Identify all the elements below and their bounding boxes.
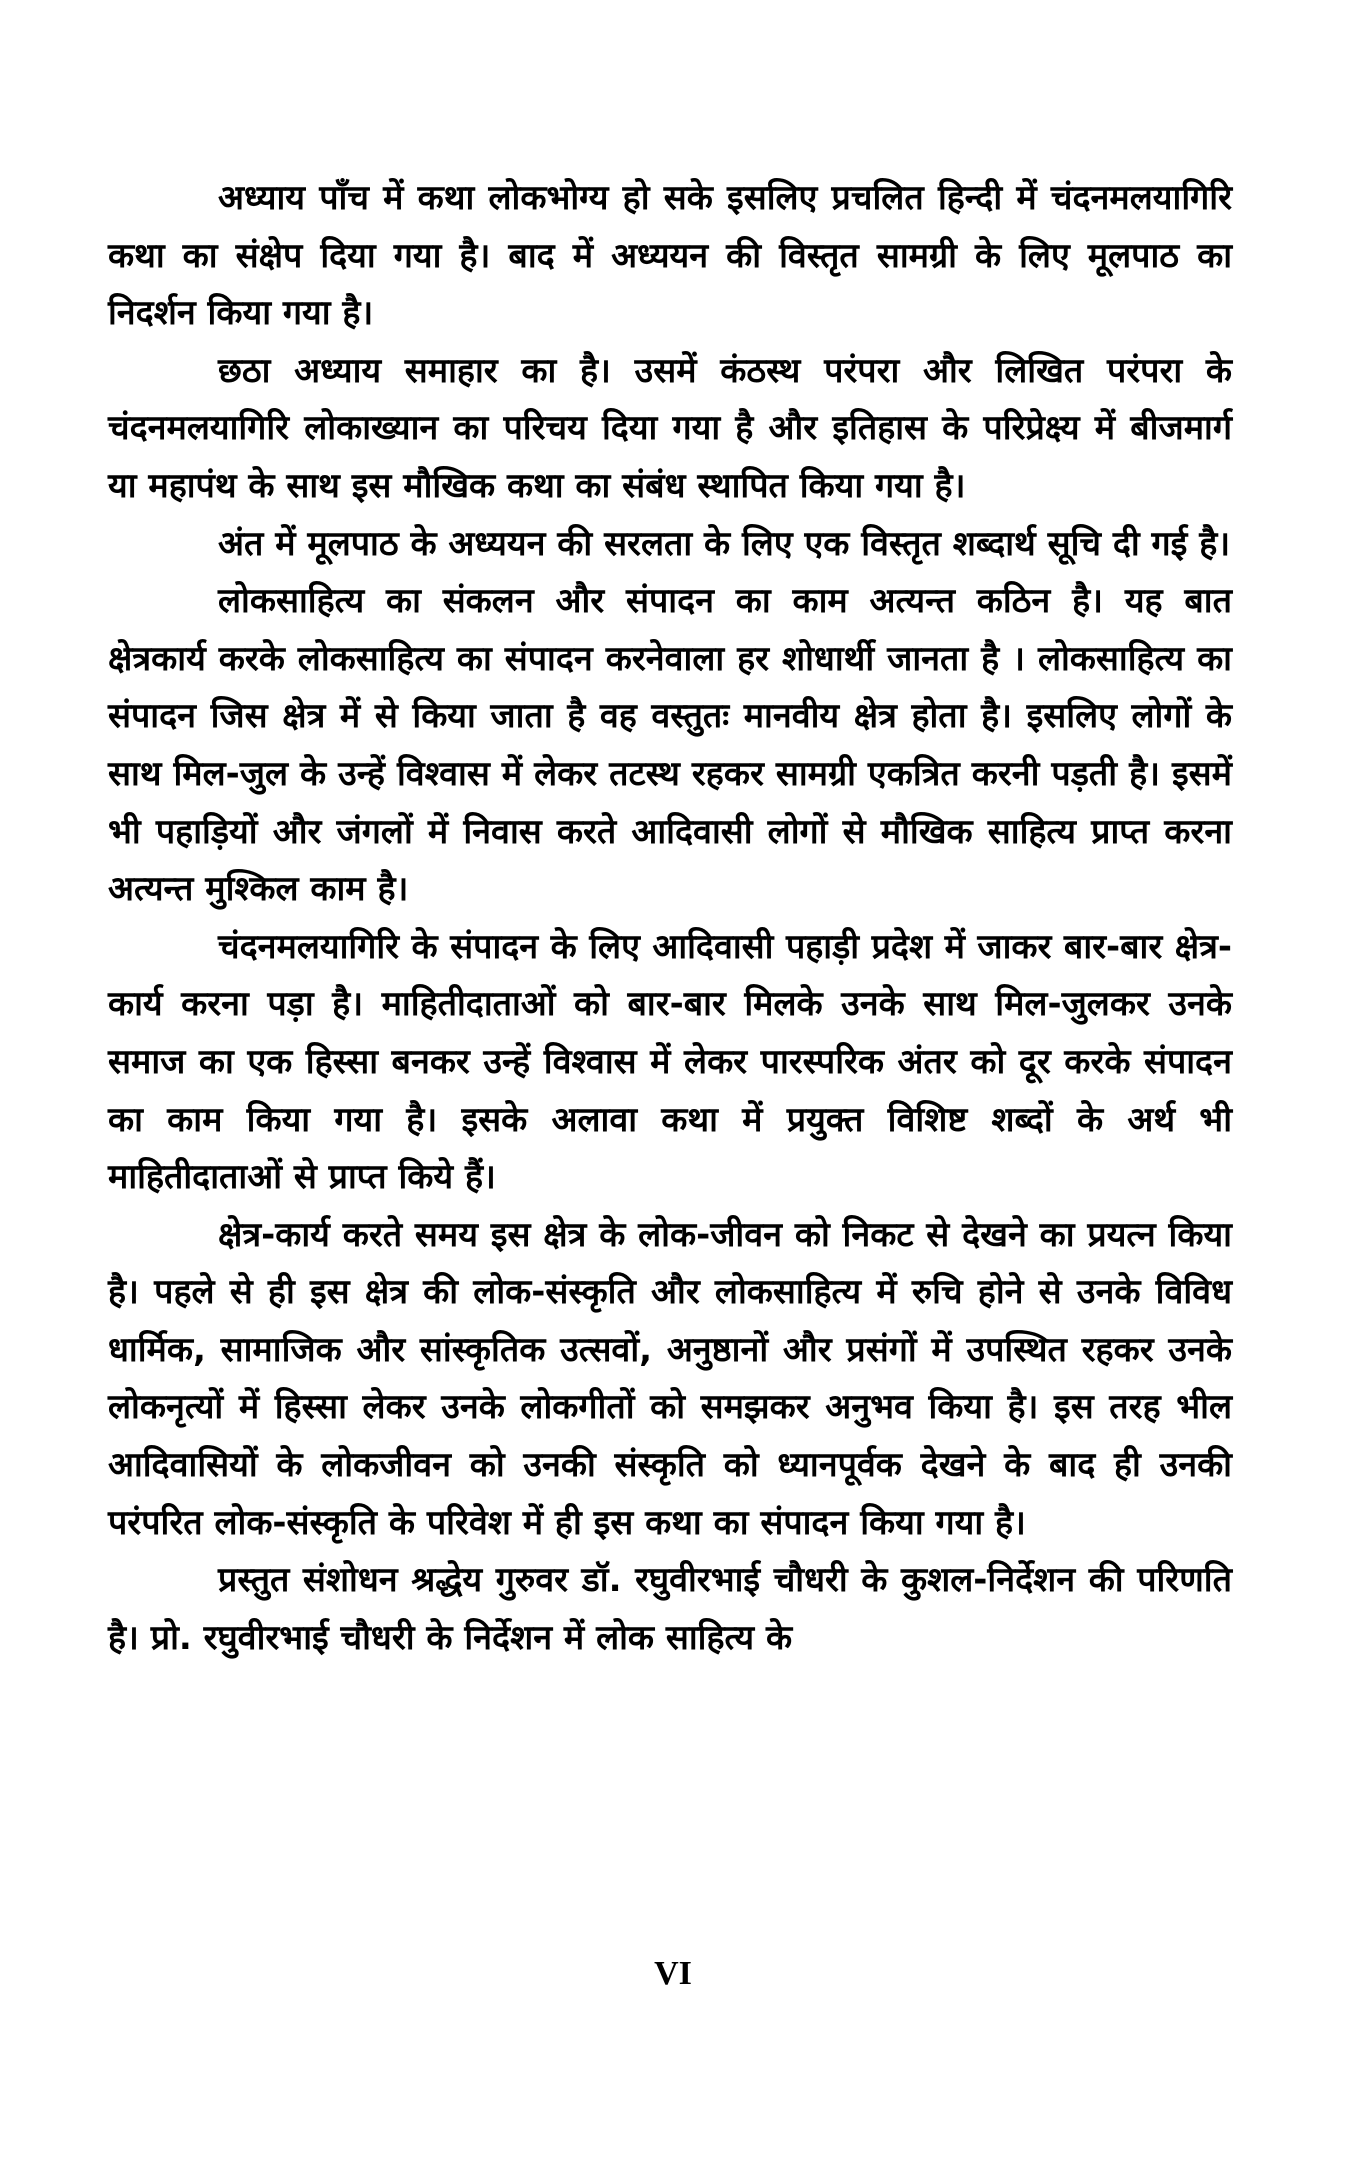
paragraph-glossary: अंत में मूलपाठ के अध्ययन की सरलता के लिए एक विस्तृत शब्दार्थ सूचि दी गई है। <box>218 523 1231 564</box>
page-number: VI <box>654 1955 692 1992</box>
paragraph-chandanmalayagiri-editing: चंदनमलयागिरि के संपादन के लिए आदिवासी पहाड़ी प्रदेश में जाकर बार-बार क्षेत्र-कार्य करना पड़ा है। माहितीदाताओं को बार-बार मिलके उनके साथ मिल-जुलकर उनके समाज का एक हिस्सा बनकर उन्हें विश्वास में लेकर पारस्परिक अंतर को दूर करके संपादन का काम किया गया है। इसके अलावा कथा में प्रयुक्त विशिष्ट शब्दों के अर्थ भी माहितीदाताओं से प्राप्त किये हैं। <box>108 926 1232 1198</box>
paragraph-acknowledgement: प्रस्तुत संशोधन श्रद्धेय गुरुवर डॉ. रघुवीरभाई चौधरी के कुशल-निर्देशन की परिणति है। प्रो. रघुवीरभाई चौधरी के निर्देशन में लोक साहित्य के <box>108 1560 1232 1658</box>
paragraph-chapter-six: छठा अध्याय समाहार का है। उसमें कंठस्थ परंपरा और लिखित परंपरा के चंदनमलयागिरि लोकाख्यान का परिचय दिया गया है और इतिहास के परिप्रेक्ष्य में बीजमार्ग या महापंथ के साथ इस मौखिक कथा का संबंध स्थापित किया गया है। <box>108 350 1232 506</box>
paragraph-fieldwork-difficulty: लोकसाहित्य का संकलन और संपादन का काम अत्यन्त कठिन है। यह बात क्षेत्रकार्य करके लोकसाहित्य का संपादन करनेवाला हर शोधार्थी जानता है । लोकसाहित्य का संपादन जिस क्षेत्र में से किया जाता है वह वस्तुतः मानवीय क्षेत्र होता है। इसलिए लोगों के साथ मिल-जुल के उन्हें विश्वास में लेकर तटस्थ रहकर सामग्री एकत्रित करनी पड़ती है। इसमें भी पहाड़ियों और जंगलों में निवास करते आदिवासी लोगों से मौखिक साहित्य प्राप्त करना अत्यन्त मुश्किल काम है। <box>108 581 1232 910</box>
paragraph-field-observation: क्षेत्र-कार्य करते समय इस क्षेत्र के लोक-जीवन को निकट से देखने का प्रयत्न किया है। पहले से ही इस क्षेत्र की लोक-संस्कृति और लोकसाहित्य में रुचि होने से उनके विविध धार्मिक, सामाजिक और सांस्कृतिक उत्सवों, अनुष्ठानों और प्रसंगों में उपस्थित रहकर उनके लोकनृत्यों में हिस्सा लेकर उनके लोकगीतों को समझकर अनुभव किया है। इस तरह भील आदिवासियों के लोकजीवन को उनकी संस्कृति को ध्यानपूर्वक देखने के बाद ही उनकी परंपरित लोक-संस्कृति के परिवेश में ही इस कथा का संपादन किया गया है। <box>108 1214 1232 1543</box>
paragraph-chapter-five: अध्याय पाँच में कथा लोकभोग्य हो सके इसलिए प्रचलित हिन्दी में चंदनमलयागिरि कथा का संक्षेप दिया गया है। बाद में अध्ययन की विस्तृत सामग्री के लिए मूलपाठ का निदर्शन किया गया है। <box>108 178 1232 334</box>
body-text <box>108 170 1232 1667</box>
